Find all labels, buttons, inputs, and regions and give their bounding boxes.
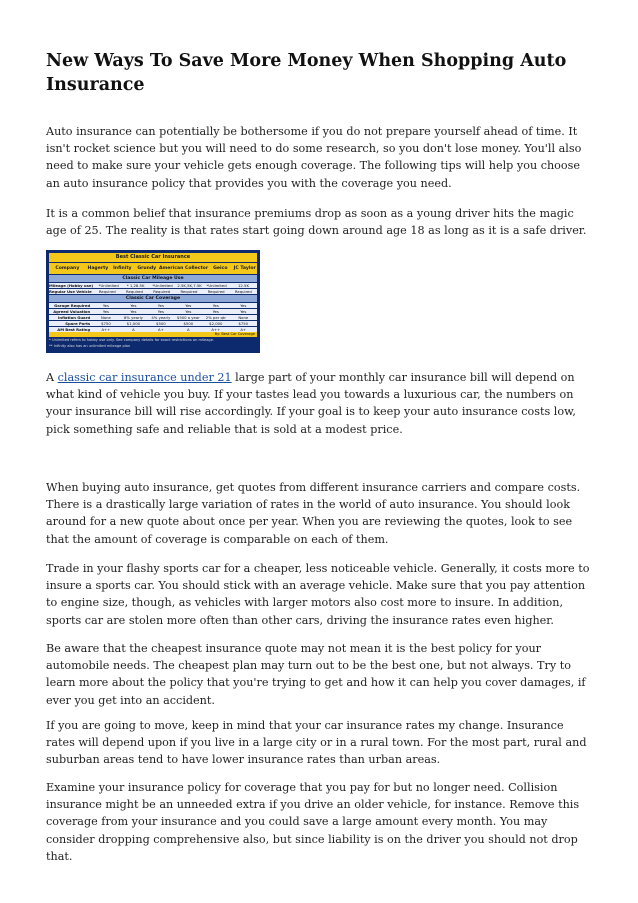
- table-cell: AM Best Rating: [57, 327, 91, 332]
- table-cell: *Unlimited: [98, 283, 119, 288]
- table-cell: Required: [207, 289, 225, 294]
- table-cell: Required: [153, 289, 171, 294]
- table-cell: Mileage (Hobby use): [49, 283, 94, 288]
- table-cell: Yes: [130, 303, 137, 308]
- table-section-mileage: Classic Car Mileage Use: [49, 275, 257, 282]
- table-cell: $1,000: [126, 321, 141, 326]
- table-header-cell: Company: [55, 266, 80, 271]
- table-cell: None: [238, 315, 249, 320]
- table-header-cell: Geico: [213, 266, 228, 271]
- table-row: [49, 321, 257, 326]
- table-cell: 4% yearly: [151, 315, 171, 320]
- table-cell: Required: [234, 289, 252, 294]
- table-cell: A+: [240, 327, 247, 332]
- table-row: [49, 309, 257, 314]
- paragraph-moving: If you are going to move, keep in mind that your car insurance rates my change. Insurance rates will depend upon if you live in a large city or in a rural town. For the most part, rural and suburban areas tend to have lower insurance rates than urban areas.: [46, 719, 587, 767]
- table-cell: None: [100, 315, 111, 320]
- table-cell: Required: [98, 289, 116, 294]
- table-cell: Yes: [157, 303, 164, 308]
- paragraph-cheapest-quote: Be aware that the cheapest insurance quote may not mean it is the best policy for your automobile needs. The cheapest plan may turn out to be the best one, but not always. Try to learn more about the policy that you're trying to get and how it can help you cover damages, if ever you get into an accident.: [46, 642, 586, 707]
- table-cell: 2% per qtr: [205, 315, 226, 320]
- paragraph-vehicle-choice: [46, 369, 594, 438]
- table-cell: Yes: [157, 309, 164, 314]
- table-cell: Garage Required: [54, 303, 91, 308]
- page-title: New Ways To Save More Money When Shopping Auto Insurance: [46, 51, 567, 95]
- table-cell: Agreed Valuation: [53, 309, 91, 314]
- table-header-cell: JC Taylor: [233, 266, 256, 271]
- table-cell: *Unlimited: [152, 283, 173, 288]
- table-cell: 2.5K,5K,7.5K: [177, 283, 202, 288]
- table-row: [49, 283, 257, 288]
- table-cell: Yes: [102, 303, 109, 308]
- table-row: [49, 315, 257, 320]
- table-cell: Required: [180, 289, 198, 294]
- paragraph-examine-policy: Examine your insurance policy for coverage that you pay for but no longer need. Collision insurance might be an unneeded extra if you drive an older vehicle, for instance. Remove this coverage from your insurance and you could save a large amount every month. You may consider dropping comprehensive also, but since liability is on the driver you should not drop that.: [46, 781, 580, 863]
- paragraph-sports-car: Trade in your flashy sports car for a cheaper, less noticeable vehicle. Generally, it costs more to insure a sports car. You should stick with an average vehicle. Make sure that you pay attention to engine size, though, as vehicles with larger motors also cost more to insure. In addition, sports car are stolen more often than other cars, driving the insurance rates even higher.: [46, 562, 590, 627]
- table-cell: $500: [183, 321, 194, 326]
- table-header-cell: Hagerty: [87, 266, 109, 271]
- table-header-cell: Infinity: [113, 266, 132, 271]
- table-cell: 12.5K: [238, 283, 249, 288]
- table-cell: A: [132, 327, 135, 332]
- table-title: Best Classic Car Insurance: [49, 253, 257, 262]
- text-span: A: [46, 371, 58, 384]
- table-footnote: * Unlimited refers to hobby use only. See company details for exact restrictions on mileage.: [49, 338, 215, 342]
- classic-car-insurance-link[interactable]: classic car insurance under 21: [57, 371, 232, 384]
- table-cell: * 1,28.5K: [126, 283, 145, 288]
- table-footnote: ** Infinity also has an unlimited mileage plan: [49, 344, 131, 348]
- table-cell: Yes: [185, 303, 192, 308]
- table-section-coverage: Classic Car Coverage: [49, 295, 257, 302]
- table-cell: $500 a year: [176, 315, 200, 320]
- table-byline: By: Best Car Coverage: [49, 332, 257, 337]
- table-cell: Regular Use Vehicle: [49, 289, 92, 294]
- table-cell: Yes: [185, 309, 192, 314]
- paragraph-intro: Auto insurance can potentially be bothersome if you do not prepare yourself ahead of time. It isn't rocket science but you will need to do some research, so you don't lose money. You'll also need to make sure your vehicle gets enough coverage. The following tips will help you choose an auto insurance policy that provides you with the coverage you need.: [46, 125, 582, 190]
- table-row: [49, 289, 257, 294]
- table-header-row: [49, 263, 257, 274]
- table-cell: *Unlimited: [206, 283, 227, 288]
- table-cell: Yes: [240, 309, 247, 314]
- table-cell: A: [187, 327, 190, 332]
- table-cell: A++: [211, 327, 221, 332]
- table-cell: $750: [101, 321, 111, 326]
- paragraph-quotes: When buying auto insurance, get quotes from different insurance carriers and compare costs. There is a drastically large variation of rates in the world of auto insurance. You should look around for a new quote about once per year. When you are reviewing the quotes, look to see that the amount of coverage is comparable on each of them.: [46, 481, 581, 546]
- table-cell: 8% yearly: [123, 315, 143, 320]
- table-row: [49, 303, 257, 308]
- table-cell: Yes: [130, 309, 137, 314]
- table-cell: A+: [157, 327, 164, 332]
- table-header-cell: Grundy: [137, 266, 157, 271]
- text-span: large part of your monthly car insurance bill will depend on what kind of vehicle you buy. If your tastes lead you towards a luxurious car, the numbers on your insurance bill will rise accordingly. If your goal is to keep your auto insurance costs low, pick something safe and reliable that is sold at a modest price.: [46, 371, 576, 436]
- table-cell: Yes: [240, 303, 247, 308]
- table-cell: $2,000: [209, 321, 223, 326]
- table-cell: $500: [156, 321, 166, 326]
- table-cell: Yes: [102, 309, 109, 314]
- table-header-cell: American Collector: [158, 266, 209, 271]
- table-cell: $750: [238, 321, 249, 326]
- insurance-comparison-table-image: [46, 250, 260, 353]
- table-cell: Yes: [212, 309, 219, 314]
- table-cell: Inflation Guard: [57, 315, 91, 320]
- table-cell: Yes: [212, 303, 219, 308]
- table-cell: Required: [126, 289, 143, 294]
- table-cell: A++: [101, 327, 111, 332]
- table-cell: Spare Parts: [65, 321, 91, 326]
- paragraph-age: It is a common belief that insurance premiums drop as soon as a young driver hits the magic age of 25. The reality is that rates start going down around age 18 as long as it is a safe driver.: [46, 207, 587, 238]
